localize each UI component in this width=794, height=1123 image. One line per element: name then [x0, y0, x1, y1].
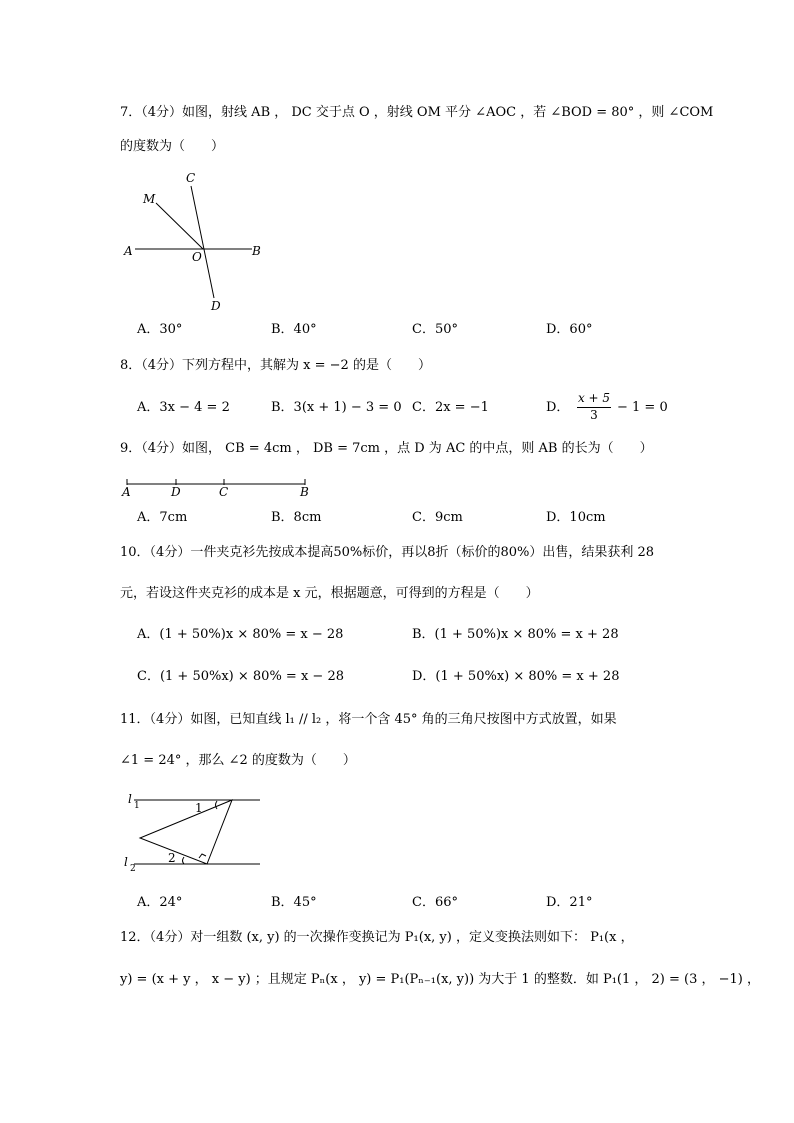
q8-stem: 8．（4分）下列方程中，其解为 x = −2 的是（ ）	[120, 358, 431, 373]
q8-option-c[interactable]: C．2x = −1	[412, 400, 489, 415]
label-l1-sub: 1	[134, 801, 140, 811]
q7-option-c[interactable]: C．50°	[412, 322, 458, 337]
q11-stem-line1: 11．（4分）如图，已知直线 l₁ // l₂ ，将一个含 45° 角的三角尺按图中方式放置，如果	[120, 712, 617, 727]
q10-option-b[interactable]: B．(1 + 50%)x × 80% = x + 28	[412, 627, 619, 642]
q11-option-c[interactable]: C．66°	[412, 895, 458, 910]
angle-1: 1	[195, 801, 203, 815]
q7-option-b[interactable]: B．40°	[271, 322, 317, 337]
angle-2: 2	[168, 851, 176, 865]
q7-option-a[interactable]: A．30°	[137, 322, 183, 337]
fraction-numerator: x + 5	[577, 391, 611, 405]
point-c: C	[219, 485, 229, 499]
label-l2-sub: 2	[130, 864, 136, 874]
q11-option-b[interactable]: B．45°	[271, 895, 317, 910]
label-d: D	[211, 299, 221, 313]
label-c: C	[186, 171, 196, 185]
q12-stem-line1: 12．（4分）对一组数 (x, y) 的一次操作变换记为 P₁(x, y) ，定义变换法则如下： P₁(x ，	[120, 930, 634, 945]
point-d: D	[171, 485, 181, 499]
point-a: A	[122, 485, 131, 499]
q9-stem: 9．（4分）如图， CB = 4cm ， DB = 7cm ，点 D 为 AC 的中点，则 AB 的长为（ ）	[120, 441, 653, 456]
label-l1: l	[128, 792, 132, 806]
q10-option-d[interactable]: D．(1 + 50%x) × 80% = x + 28	[412, 669, 620, 684]
q9-option-a[interactable]: A．7cm	[137, 510, 188, 525]
q7-stem-line2: 的度数为（ ）	[120, 139, 225, 154]
label-l2: l	[124, 855, 128, 869]
q11-stem-line2: ∠1 = 24° ，那么 ∠2 的度数为（ ）	[120, 753, 356, 768]
q7-stem-line1: 7．（4分）如图，射线 AB ， DC 交于点 O ，射线 OM 平分 ∠AOC ，若 ∠BOD = 80° ，则 ∠COM	[120, 105, 714, 120]
q10-option-c[interactable]: C．(1 + 50%x) × 80% = x − 28	[137, 669, 344, 684]
q11-option-d[interactable]: D．21°	[546, 895, 593, 910]
q10-option-a[interactable]: A．(1 + 50%)x × 80% = x − 28	[137, 627, 344, 642]
q9-option-b[interactable]: B．8cm	[271, 510, 322, 525]
label-o: O	[192, 250, 202, 264]
q10-stem-line2: 元，若设这件夹克衫的成本是 x 元，根据题意，可得到的方程是（ ）	[120, 586, 539, 601]
q11-option-a[interactable]: A．24°	[137, 895, 183, 910]
label-a: A	[124, 244, 133, 258]
q12-stem-line2: y) = (x + y ， x − y) ；且规定 Pₙ(x ， y) = P₁(Pₙ₋₁(x, y)) 为大于 1 的整数．如 P₁(1 ， 2) = (3 ， −1) ，	[120, 972, 760, 987]
q8-option-b[interactable]: B．3(x + 1) − 3 = 0	[271, 400, 402, 415]
fraction-denominator: 3	[590, 408, 598, 422]
q8-option-d-tail: − 1 = 0	[617, 400, 668, 415]
set-square	[140, 800, 232, 864]
point-b: B	[300, 485, 309, 499]
q9-option-d[interactable]: D．10cm	[546, 510, 606, 525]
q10-stem-line1: 10．（4分）一件夹克衫先按成本提高50%标价，再以8折（标价的80%）出售，结果获利 28	[120, 545, 655, 560]
label-b: B	[252, 244, 261, 258]
q8-option-a[interactable]: A．3x − 4 = 2	[137, 400, 230, 415]
label-m: M	[143, 192, 156, 206]
q9-option-c[interactable]: C．9cm	[412, 510, 463, 525]
q7-option-d[interactable]: D．60°	[546, 322, 593, 337]
q8-option-d-label: D．	[546, 400, 570, 415]
